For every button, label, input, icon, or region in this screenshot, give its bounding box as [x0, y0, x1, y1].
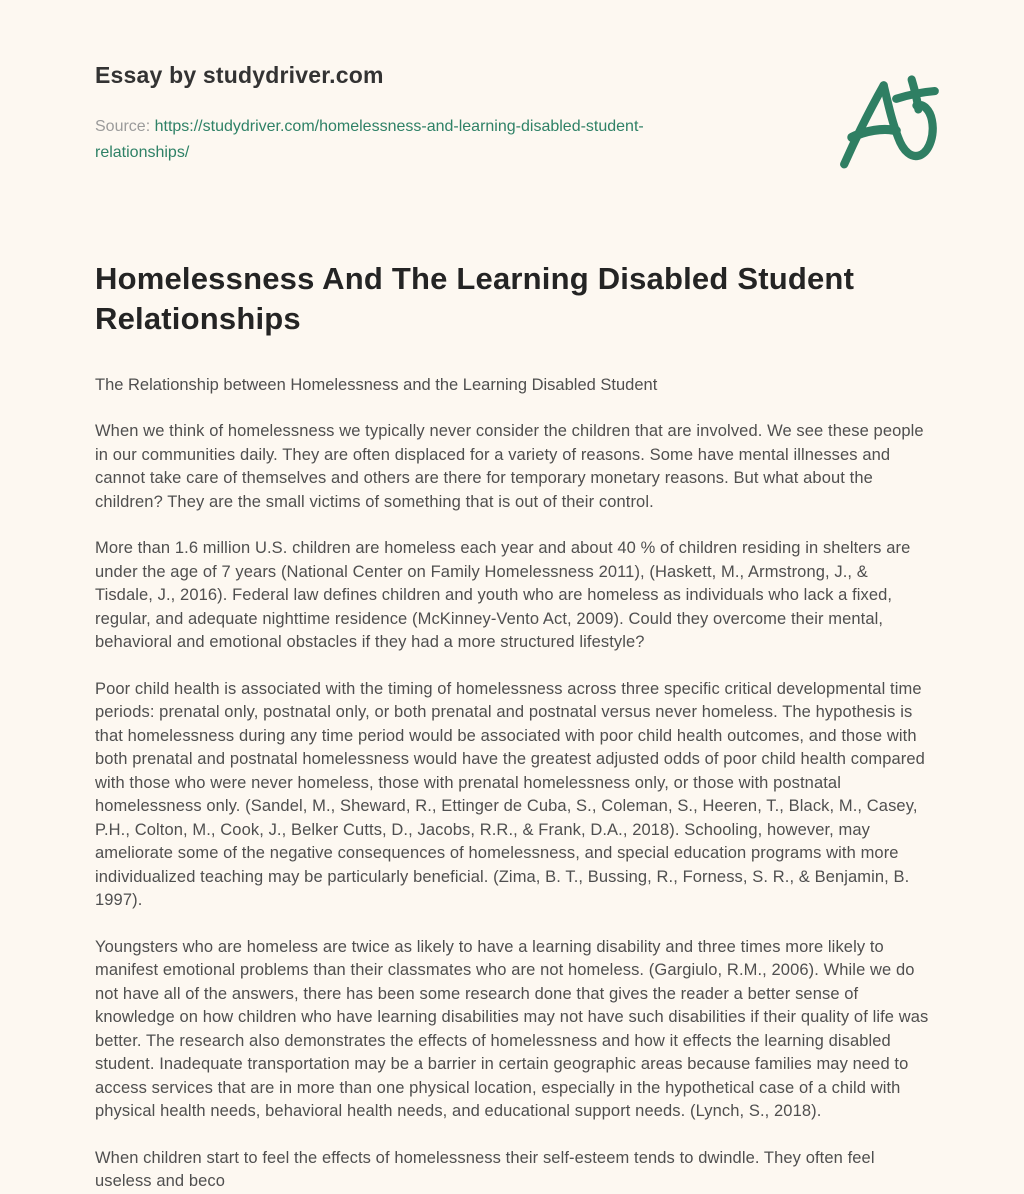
- essay-byline: Essay by studydriver.com: [95, 62, 384, 88]
- essay-paragraph: More than 1.6 million U.S. children are homeless each year and about 40 % of children residing in shelters are under the age of 7 years (National Center on Family Homelessness 2011), (Haskett, M., Armstrong, J., & Tisdale, J., 2016). Federal law defines children and youth who are homeless as individuals who lack a fixed, regular, and adequate nighttime residence (McKinney-Vento Act, 2009). Could they overcome their mental, behavioral and emotional obstacles if they had a more structured lifestyle?: [95, 539, 911, 651]
- essay-paragraph: When we think of homelessness we typically never consider the children that are involved. We see these people in our communities daily. They are often displaced for a variety of reasons. Some have mental illnesses and cannot take care of themselves and others are there for temporary monetary reasons. But what about the children? They are the small victims of something that is out of their control.: [95, 422, 924, 511]
- essay-paragraph: Youngsters who are homeless are twice as likely to have a learning disability and three times more likely to manifest emotional problems than their classmates who are not homeless. (Gargiulo, R.M., 2006). While we do not have all of the answers, there has been some research done that gives the reader a better sense of knowledge on how children who have learning disabilities may not have such disabilities if their quality of life was better. The research also demonstrates the effects of homelessness and how it effects the learning disabled student. Inadequate transportation may be a barrier in certain geographic areas because families may need to access services that are in more than one physical location, especially in the hypothetical case of a child with physical health needs, behavioral health needs, and educational support needs. (Lynch, S., 2018).: [95, 937, 929, 1120]
- essay-paragraph: Poor child health is associated with the timing of homelessness across three specific critical developmental time periods: prenatal only, postnatal only, or both prenatal and postnatal versus never homeless. The hypothesis is that homelessness during any time period would be associated with poor child health outcomes, and those with both prenatal and postnatal homelessness would have the greatest adjusted odds of poor child health compared with those who were never homeless, those with prenatal homelessness only, or those with postnatal homelessness only. (Sandel, M., Sheward, R., Ettinger de Cuba, S., Coleman, S., Heeren, T., Black, M., Casey, P.H., Colton, M., Cook, J., Belker Cutts, D., Jacobs, R.R., & Frank, D.A., 2018). Schooling, however, may ameliorate some of the negative consequences of homelessness, and special education programs with more individualized teaching may be particularly beneficial. (Zima, B. T., Bussing, R., Forness, S. R., & Benjamin, B. 1997).: [95, 679, 925, 909]
- page-header: [95, 60, 955, 173]
- source-line: [95, 114, 710, 166]
- a-plus-logo: [822, 67, 955, 173]
- logo-a-crossbar: [852, 129, 896, 137]
- source-link[interactable]: https://studydriver.com/homelessness-and-learning-disabled-student-relationships/: [95, 117, 644, 161]
- essay-paragraph: When children start to feel the effects of homelessness their self-esteem tends to dwindle. They often feel useless and beco: [95, 1148, 875, 1190]
- essay-body: [95, 420, 955, 1194]
- logo-a-left-stroke: [844, 85, 884, 164]
- essay-subtitle: The Relationship between Homelessness and the Learning Disabled Student: [95, 376, 658, 394]
- header-text-block: [95, 60, 710, 166]
- source-label: Source:: [95, 117, 151, 135]
- logo-plus-horizontal: [896, 91, 935, 99]
- essay-title: Homelessness And The Learning Disabled Student Relationships: [95, 261, 855, 336]
